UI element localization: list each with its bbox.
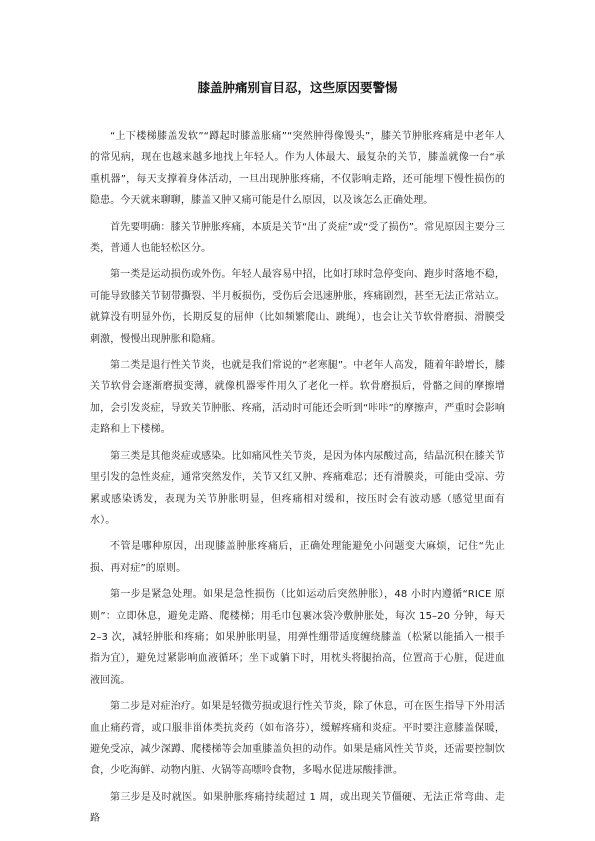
paragraph-cause-arthritis: 第二类是退行性关节炎，也就是我们常说的“老寒腿”。中老年人高发，随着年龄增长，膝关节软骨会逐渐磨损变薄，就像机器零件用久了老化一样。软骨磨损后，骨骼之间的摩擦增加，会引发炎症，导致关节肿胀、疼痛，活动时可能还会听到“咔咔”的摩擦声，严重时会影响走路和上下楼梯。 — [90, 360, 505, 436]
paragraph-step-emergency: 第一步是紧急处理。如果是急性损伤（比如运动后突然肿胀），48 小时内遵循“RICE 原则”：立即休息，避免走路、爬楼梯；用毛巾包裹冰袋冷敷肿胀处，每次 15–20 分钟，每天 2–3 次，减轻肿胀和疼痛；如果肿胀明显，用弹性绷带适度缠绕膝盖（松紧以能插入一根手指为宜），避免过紧影响血液循环；坐下或躺下时，用枕头将腿抬高，位置高于心脏，促进血液回流。 — [90, 589, 505, 686]
document-title: 膝盖肿痛别盲目忍，这些原因要警惕 — [197, 80, 398, 95]
paragraph-step-medical: 第三步是及时就医。如果肿胀疼痛持续超过 1 周，或出现关节僵硬、无法正常弯曲、走路 — [90, 791, 505, 825]
paragraph-principle: 不管是哪种原因，出现膝盖肿胀疼痛后，正确处理能避免小问题变大麻烦，记住“先止损、再对症”的原则。 — [90, 541, 505, 574]
paragraph-step-treatment: 第二步是对症治疗。如果是轻微劳损或退行性关节炎，除了休息，可在医生指导下外用活血止痛药膏，或口服非甾体类抗炎药（如布洛芬），缓解疼痛和炎症。平时要注意膝盖保暖，避免受凉，减少深蹲、爬楼梯等会加重膝盖负担的动作。如果是痛风性关节炎，还需要控制饮食，少吃海鲜、动物内脏、火锅等高嘌呤食物，多喝水促进尿酸排泄。 — [90, 701, 505, 777]
paragraph-intro: “上下楼梯膝盖发软”“蹲起时膝盖胀痛”“突然肿得像馒头”，膝关节肿胀疼痛是中老年人的常见病，现在也越来越多地找上年轻人。作为人体最大、最复杂的关节，膝盖就像一台“承重机器”，每天支撑着身体活动，一旦出现肿胀疼痛，不仅影响走路，还可能埋下慢性损伤的隐患。今天就来聊聊，膝盖又肿又痛可能是什么原因，以及该怎么正确处理。 — [90, 131, 505, 207]
paragraph-overview: 首先要明确：膝关节肿胀疼痛，本质是关节“出了炎症”或“受了损伤”。常见原因主要分三类，普通人也能轻松区分。 — [90, 221, 505, 255]
article-body — [90, 126, 505, 830]
paragraph-cause-inflammation: 第三类是其他炎症或感染。比如痛风性关节炎，是因为体内尿酸过高，结晶沉积在膝关节里引发的急性炎症，通常突然发作，关节又红又肿、疼痛难忍；还有滑膜炎，可能由受凉、劳累或感染诱发，表现为关节肿胀明显，但疼痛相对缓和，按压时会有波动感（感觉里面有水）。 — [90, 450, 505, 526]
paragraph-cause-injury: 第一类是运动损伤或外伤。年轻人最容易中招，比如打球时急停变向、跑步时落地不稳，可能导致膝关节韧带撕裂、半月板损伤，受伤后会迅速肿胀，疼痛剧烈，甚至无法正常站立。就算没有明显外伤，长期反复的屈伸（比如频繁爬山、跳绳），也会让关节软骨磨损、滑膜受刺激，慢慢出现肿胀和隐痛。 — [90, 269, 505, 345]
